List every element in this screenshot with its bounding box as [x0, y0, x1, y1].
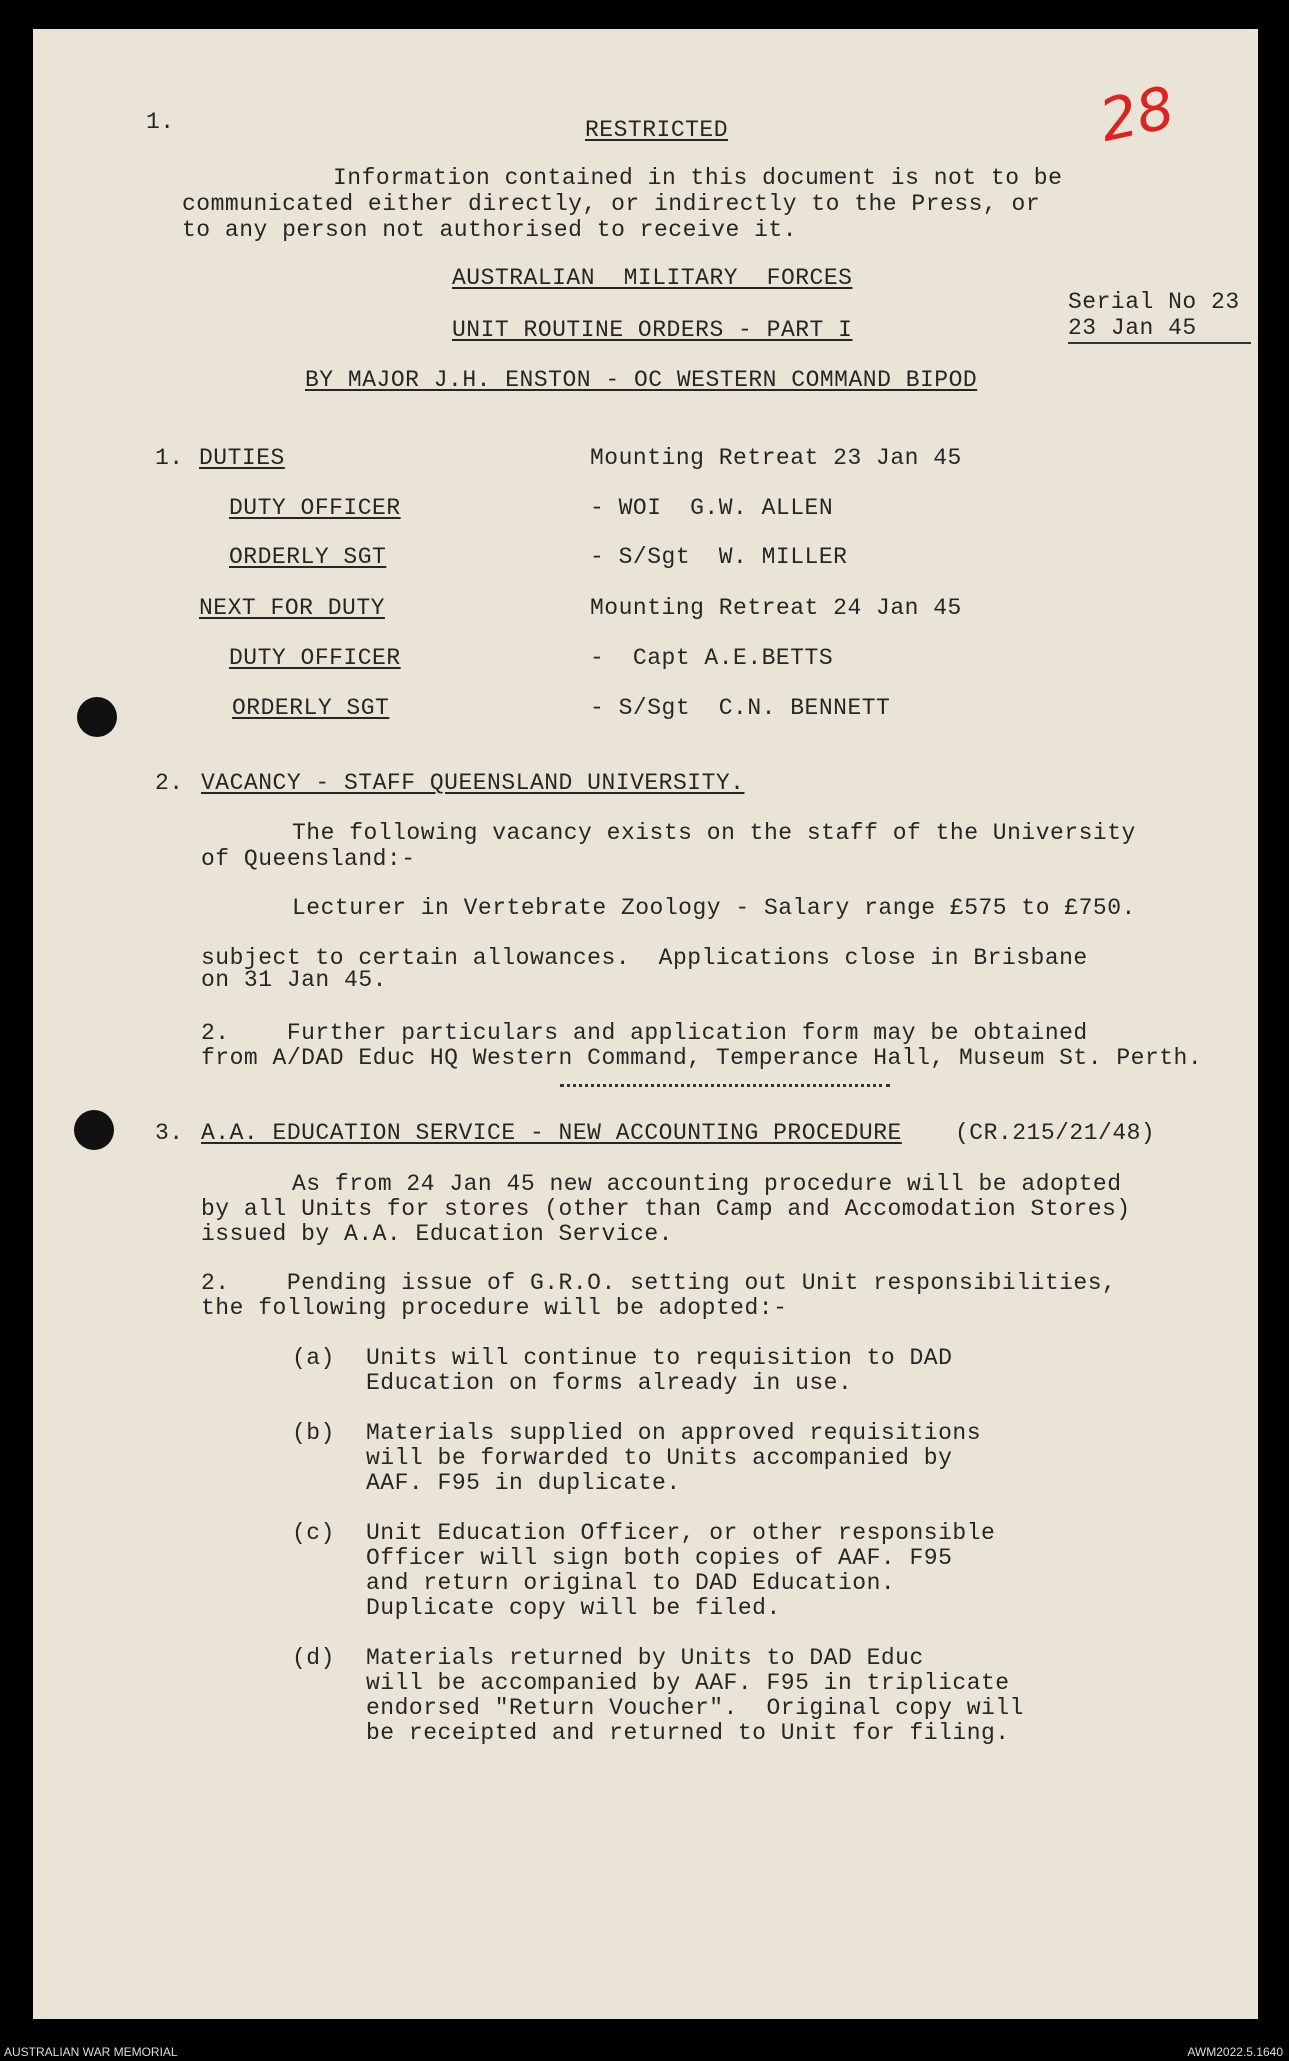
footer-institution: AUSTRALIAN WAR MEMORIAL: [4, 2045, 178, 2059]
item-b-tag: (b): [292, 1420, 335, 1446]
orderly-sgt-1: - S/Sgt W. MILLER: [590, 544, 848, 570]
item-c-line-2: Officer will sign both copies of AAF. F95: [366, 1545, 953, 1571]
education-para-1b: by all Units for stores (other than Camp and Accomodation Stores): [201, 1196, 1131, 1222]
vacancy-para-3b: from A/DAD Educ HQ Western Command, Temperance Hall, Museum St. Perth.: [201, 1045, 1203, 1071]
item-d-tag: (d): [292, 1645, 335, 1671]
education-para-2a: 2. Pending issue of G.R.O. setting out Unit responsibilities,: [201, 1270, 1117, 1296]
item-b-line-2: will be forwarded to Units accompanied by: [366, 1445, 953, 1471]
item-c-line-3: and return original to DAD Education.: [366, 1570, 896, 1596]
notice-line-1: Information contained in this document is not to be: [333, 165, 1063, 191]
education-para-2b: the following procedure will be adopted:-: [201, 1295, 788, 1321]
serial-number: Serial No 23: [1068, 289, 1240, 315]
item-b-line-1: Materials supplied on approved requisitions: [366, 1420, 981, 1446]
item-a-tag: (a): [292, 1345, 335, 1371]
handwritten-folio-number: 28: [1093, 73, 1181, 155]
vacancy-para-1b: of Queensland:-: [201, 846, 416, 872]
education-para-1a: As from 24 Jan 45 new accounting procedure will be adopted: [292, 1171, 1122, 1197]
by-line: BY MAJOR J.H. ENSTON - OC WESTERN COMMAND BIPOD: [305, 367, 978, 393]
section-3-ref: (CR.215/21/48): [955, 1120, 1156, 1146]
notice-line-2: communicated either directly, or indirectly to the Press, or: [182, 191, 1041, 217]
serial-underline: [1068, 342, 1251, 344]
education-para-1c: issued by A.A. Education Service.: [201, 1221, 673, 1247]
item-b-line-3: AAF. F95 in duplicate.: [366, 1470, 681, 1496]
section-1-number: 1.: [155, 445, 184, 471]
section-2-title: VACANCY - STAFF QUEENSLAND UNIVERSITY.: [201, 770, 745, 796]
duty-officer-1: - WOI G.W. ALLEN: [590, 495, 834, 521]
next-for-duty-label: NEXT FOR DUTY: [199, 595, 385, 621]
item-a-line-1: Units will continue to requisition to DAD: [366, 1345, 953, 1371]
duty-officer-2: - Capt A.E.BETTS: [590, 645, 834, 671]
section-3-title: A.A. EDUCATION SERVICE - NEW ACCOUNTING PROCEDURE: [201, 1120, 902, 1146]
serial-date: 23 Jan 45: [1068, 315, 1197, 341]
duty-officer-label-2: DUTY OFFICER: [229, 645, 401, 671]
orderly-sgt-2: - S/Sgt C.N. BENNETT: [590, 695, 891, 721]
item-d-line-2: will be accompanied by AAF. F95 in triplicate: [366, 1670, 1010, 1696]
orderly-sgt-label-2: ORDERLY SGT: [232, 695, 390, 721]
orders-heading: UNIT ROUTINE ORDERS - PART I: [452, 317, 853, 343]
page-mark: 1.: [146, 109, 175, 135]
mounting-2: Mounting Retreat 24 Jan 45: [590, 595, 962, 621]
section-3-number: 3.: [155, 1120, 184, 1146]
vacancy-para-2b: on 31 Jan 45.: [201, 967, 387, 993]
punch-hole: [77, 697, 117, 737]
item-a-line-2: Education on forms already in use.: [366, 1370, 853, 1396]
mounting-1: Mounting Retreat 23 Jan 45: [590, 445, 962, 471]
orderly-sgt-label-1: ORDERLY SGT: [229, 544, 387, 570]
section-2-number: 2.: [155, 770, 184, 796]
punch-hole: [74, 1110, 114, 1150]
item-c-line-1: Unit Education Officer, or other responsible: [366, 1520, 996, 1546]
vacancy-post: Lecturer in Vertebrate Zoology - Salary range £575 to £750.: [292, 895, 1136, 921]
duty-officer-label-1: DUTY OFFICER: [229, 495, 401, 521]
item-c-line-4: Duplicate copy will be filed.: [366, 1595, 781, 1621]
section-divider: [560, 1084, 890, 1087]
vacancy-para-1a: The following vacancy exists on the staff of the University: [292, 820, 1136, 846]
item-c-tag: (c): [292, 1520, 335, 1546]
item-d-line-1: Materials returned by Units to DAD Educ: [366, 1645, 924, 1671]
item-d-line-4: be receipted and returned to Unit for filing.: [366, 1720, 1010, 1746]
item-d-line-3: endorsed "Return Voucher". Original copy will: [366, 1695, 1024, 1721]
footer-catalogue-number: AWM2022.5.1640: [1187, 2045, 1283, 2059]
org-heading: AUSTRALIAN MILITARY FORCES: [452, 265, 853, 291]
classification: RESTRICTED: [585, 117, 729, 143]
section-1-title: DUTIES: [199, 445, 285, 471]
notice-line-3: to any person not authorised to receive it.: [182, 217, 797, 243]
vacancy-para-3a: 2. Further particulars and application form may be obtained: [201, 1020, 1088, 1046]
vacancy-para-2a: subject to certain allowances. Applications close in Brisbane: [201, 945, 1088, 971]
